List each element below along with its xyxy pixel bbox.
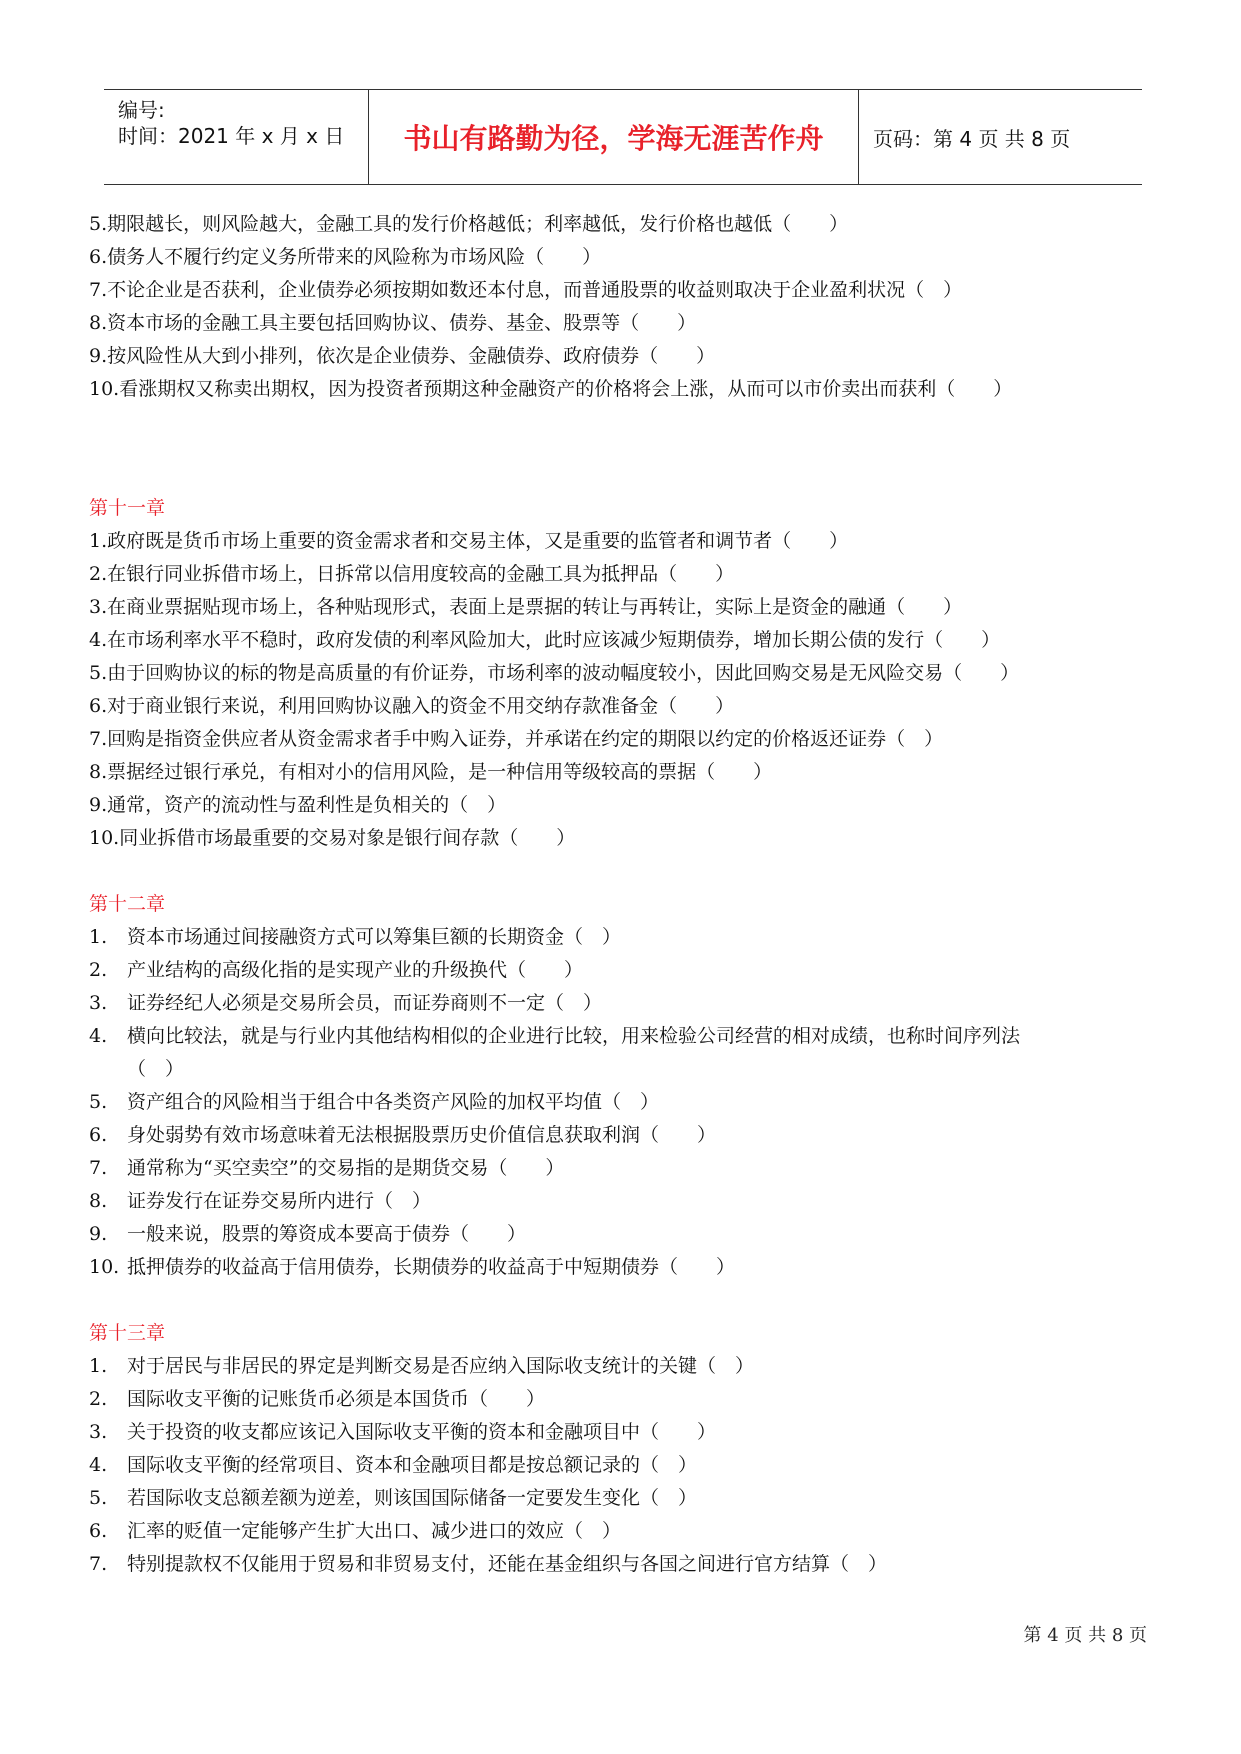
page-footer: 第 4 页 共 8 页: [1023, 1625, 1147, 1646]
question-number: 9.: [89, 1223, 108, 1245]
question-item: 5.由于回购协议的标的物是高质量的有价证券，市场利率的波动幅度较小，因此回购交易是无风险交易（ ）: [89, 662, 1020, 684]
question-item: [89, 1020, 1169, 1053]
question-item: [89, 1449, 1169, 1482]
header-motto: 书山有路勤为径，学海无涯苦作舟: [403, 122, 824, 155]
question-number: 2.: [89, 1388, 108, 1410]
question-number: 1.: [89, 1355, 108, 1377]
question-item: [89, 921, 1169, 954]
question-item: 2.在银行同业拆借市场上，日拆常以信用度较高的金融工具为抵押品（ ）: [89, 563, 735, 585]
question-item: [89, 1482, 1169, 1515]
question-number: 3.: [89, 992, 108, 1014]
question-item: [89, 1185, 1169, 1218]
question-text: 汇率的贬值一定能够产生扩大出口、减少进口的效应（ ）: [127, 1520, 622, 1542]
header-left-cell: [104, 90, 368, 184]
question-item: [89, 1251, 1169, 1284]
question-text: 证券经纪人必须是交易所会员，而证券商则不一定（ ）: [127, 992, 603, 1014]
question-text: 证券发行在证券交易所内进行（ ）: [127, 1190, 432, 1212]
question-item: 7.不论企业是否获利，企业债券必须按期如数还本付息，而普通股票的收益则取决于企业盈利状况（ ）: [89, 279, 963, 301]
question-item: 9.按风险性从大到小排列，依次是企业债券、金融债券、政府债券（ ）: [89, 345, 716, 367]
header-right-cell: [859, 90, 1142, 184]
question-number: 5.: [89, 1487, 108, 1509]
question-text: 关于投资的收支都应该记入国际收支平衡的资本和金融项目中（ ）: [127, 1421, 717, 1443]
question-text: 资产组合的风险相当于组合中各类资产风险的加权平均值（ ）: [127, 1091, 660, 1113]
question-text: 若国际收支总额差额为逆差，则该国国际储备一定要发生变化（ ）: [127, 1487, 698, 1509]
header-page-info: 页码：第 4 页 共 8 页: [873, 126, 1071, 151]
question-text: 资本市场通过间接融资方式可以筹集巨额的长期资金（ ）: [127, 926, 622, 948]
question-number: 6.: [89, 1520, 108, 1542]
question-number: 7.: [89, 1553, 108, 1575]
question-item: 3.在商业票据贴现市场上，各种贴现形式，表面上是票据的转让与再转让，实际上是资金的融通（ ）: [89, 596, 963, 618]
question-continuation: （ ）: [127, 1058, 185, 1080]
question-number: 2.: [89, 959, 108, 981]
question-text: 特别提款权不仅能用于贸易和非贸易支付，还能在基金组织与各国之间进行官方结算（ ）: [127, 1553, 888, 1575]
question-text: 横向比较法，就是与行业内其他结构相似的企业进行比较，用来检验公司经营的相对成绩，也称时间序列法: [127, 1025, 1021, 1047]
question-item: [89, 1119, 1169, 1152]
question-text: 国际收支平衡的经常项目、资本和金融项目都是按总额记录的（ ）: [127, 1454, 698, 1476]
question-number: 10.: [89, 1256, 120, 1278]
question-item: 4.在市场利率水平不稳时，政府发债的利率风险加大，此时应该减少短期债券，增加长期公债的发行（ ）: [89, 629, 1001, 651]
question-number: 6.: [89, 1124, 108, 1146]
question-item: [89, 1152, 1169, 1185]
question-item: [89, 1218, 1169, 1251]
question-item: 5.期限越长，则风险越大，金融工具的发行价格越低；利率越低，发行价格也越低（ ）: [89, 213, 849, 235]
question-item: 8.资本市场的金融工具主要包括回购协议、债券、基金、股票等（ ）: [89, 312, 697, 334]
question-text: 抵押债券的收益高于信用债券，长期债券的收益高于中短期债券（ ）: [127, 1256, 736, 1278]
document-body: [89, 208, 1169, 1581]
question-item: [89, 1383, 1169, 1416]
question-item: 6.对于商业银行来说，利用回购协议融入的资金不用交纳存款准备金（ ）: [89, 695, 735, 717]
question-item: 10.看涨期权又称卖出期权，因为投资者预期这种金融资产的价格将会上涨，从而可以市价卖出而获利（ ）: [89, 378, 1013, 400]
question-number: 5.: [89, 1091, 108, 1113]
question-text: 身处弱势有效市场意味着无法根据股票历史价值信息获取利润（ ）: [127, 1124, 717, 1146]
question-number: 3.: [89, 1421, 108, 1443]
question-item: [89, 1086, 1169, 1119]
question-number: 4.: [89, 1025, 108, 1047]
question-text: 通常称为“买空卖空”的交易指的是期货交易（ ）: [127, 1157, 565, 1179]
document-header: [104, 89, 1142, 185]
chapter-11-title: 第十一章: [89, 497, 166, 519]
question-item: [89, 954, 1169, 987]
question-text: 对于居民与非居民的界定是判断交易是否应纳入国际收支统计的关键（ ）: [127, 1355, 755, 1377]
serial-label: 编号:: [118, 98, 165, 122]
question-text: 国际收支平衡的记账货币必须是本国货币（ ）: [127, 1388, 546, 1410]
time-label: 时间：2021 年 x 月 x 日: [118, 124, 345, 148]
question-item: 10.同业拆借市场最重要的交易对象是银行间存款（ ）: [89, 827, 576, 849]
header-middle-cell: [368, 90, 859, 184]
question-item: [89, 1515, 1169, 1548]
question-item: 8.票据经过银行承兑，有相对小的信用风险，是一种信用等级较高的票据（ ）: [89, 761, 773, 783]
question-text: 一般来说，股票的筹资成本要高于债券（ ）: [127, 1223, 527, 1245]
question-item: 6.债务人不履行约定义务所带来的风险称为市场风险（ ）: [89, 246, 602, 268]
question-item: 7.回购是指资金供应者从资金需求者手中购入证券，并承诺在约定的期限以约定的价格返还证券（ ）: [89, 728, 944, 750]
question-item: [89, 1548, 1169, 1581]
question-item: 1.政府既是货币市场上重要的资金需求者和交易主体，又是重要的监管者和调节者（ ）: [89, 530, 849, 552]
chapter-13-title: 第十三章: [89, 1322, 166, 1344]
question-item: [89, 1350, 1169, 1383]
question-number: 4.: [89, 1454, 108, 1476]
question-number: 8.: [89, 1190, 108, 1212]
question-text: 产业结构的高级化指的是实现产业的升级换代（ ）: [127, 959, 584, 981]
question-item: 9.通常，资产的流动性与盈利性是负相关的（ ）: [89, 794, 507, 816]
question-number: 7.: [89, 1157, 108, 1179]
question-item: [89, 987, 1169, 1020]
chapter-12-title: 第十二章: [89, 893, 166, 915]
question-item: [89, 1416, 1169, 1449]
question-number: 1.: [89, 926, 108, 948]
